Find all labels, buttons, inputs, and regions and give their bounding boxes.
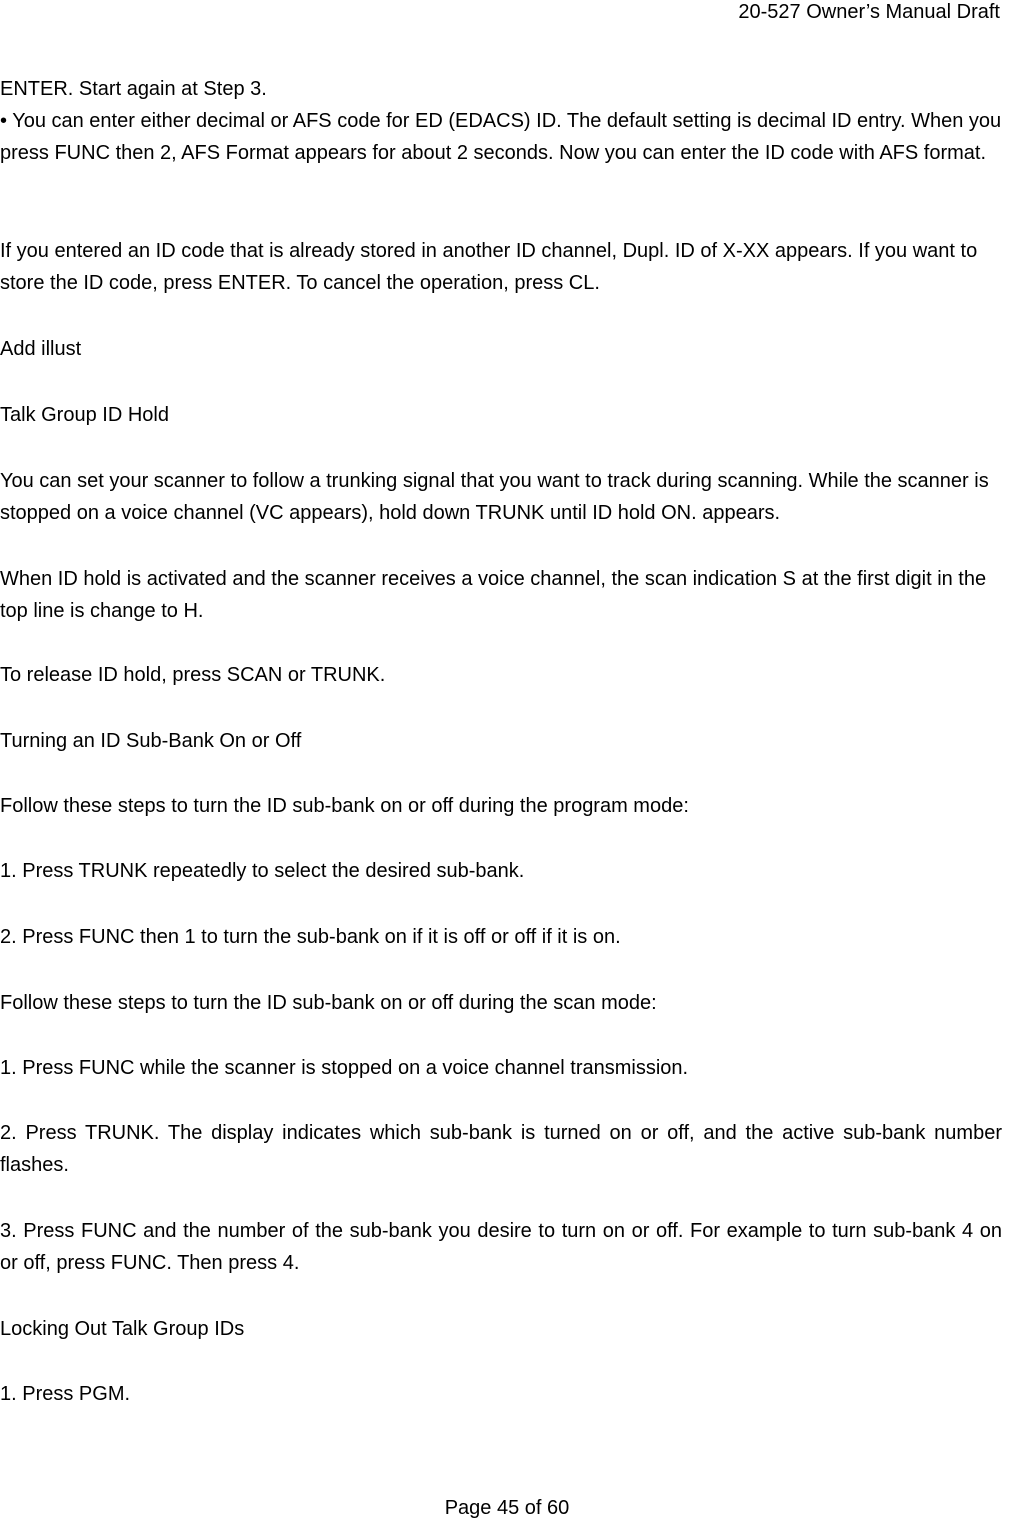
paragraph-afs-code-note: • You can enter either decimal or AFS code for ED (EDACS) ID. The default setting is decimal ID entry. When you press FUNC then 2, AFS Format appears for about 2 seconds. Now you can enter the ID code with AFS format. [0, 110, 1002, 164]
paragraph-id-hold-activated: When ID hold is activated and the scanner receives a voice channel, the scan indication S at the first digit in the top line is change to H. [0, 568, 987, 622]
paragraph-program-mode-steps: Follow these steps to turn the ID sub-bank on or off during the program mode: [0, 795, 689, 817]
heading-turning-sub-bank: Turning an ID Sub-Bank On or Off [0, 730, 302, 752]
heading-talk-group-id-hold: Talk Group ID Hold [0, 404, 169, 426]
paragraph-scan-mode-steps: Follow these steps to turn the ID sub-bank on or off during the scan mode: [0, 992, 657, 1014]
paragraph-release-id-hold: To release ID hold, press SCAN or TRUNK. [0, 664, 386, 686]
step-press-func-number: 3. Press FUNC and the number of the sub-bank you desire to turn on or off. For example to turn sub-bank 4 on or off, press FUNC. Then press 4. [0, 1220, 1002, 1274]
step-press-pgm: 1. Press PGM. [0, 1383, 131, 1405]
heading-locking-out-ids: Locking Out Talk Group IDs [0, 1318, 245, 1340]
paragraph-id-hold-intro: You can set your scanner to follow a trunking signal that you want to track during scanning. While the scanner is stopped on a voice channel (VC appears), hold down TRUNK until ID hold ON. appears. [0, 470, 989, 524]
step-press-trunk-display: 2. Press TRUNK. The display indicates which sub-bank is turned on or off, and the active sub-bank number flashes. [0, 1122, 1002, 1176]
paragraph-duplicate-id: If you entered an ID code that is already stored in another ID channel, Dupl. ID of X-XX appears. If you want to store the ID code, press ENTER. To cancel the operation, press CL. [0, 240, 978, 294]
step-press-func-voice-channel: 1. Press FUNC while the scanner is stopped on a voice channel transmission. [0, 1057, 689, 1079]
paragraph-add-illust: Add illust [0, 338, 82, 360]
step-press-func-then-1: 2. Press FUNC then 1 to turn the sub-bank on if it is off or off if it is on. [0, 926, 621, 948]
step-press-trunk-repeatedly: 1. Press TRUNK repeatedly to select the desired sub-bank. [0, 860, 525, 882]
document-header-title: 20-527 Owner’s Manual Draft [738, 1, 1000, 23]
paragraph-enter-start-again: ENTER. Start again at Step 3. [0, 78, 267, 100]
page-number: Page 45 of 60 [444, 1497, 570, 1519]
